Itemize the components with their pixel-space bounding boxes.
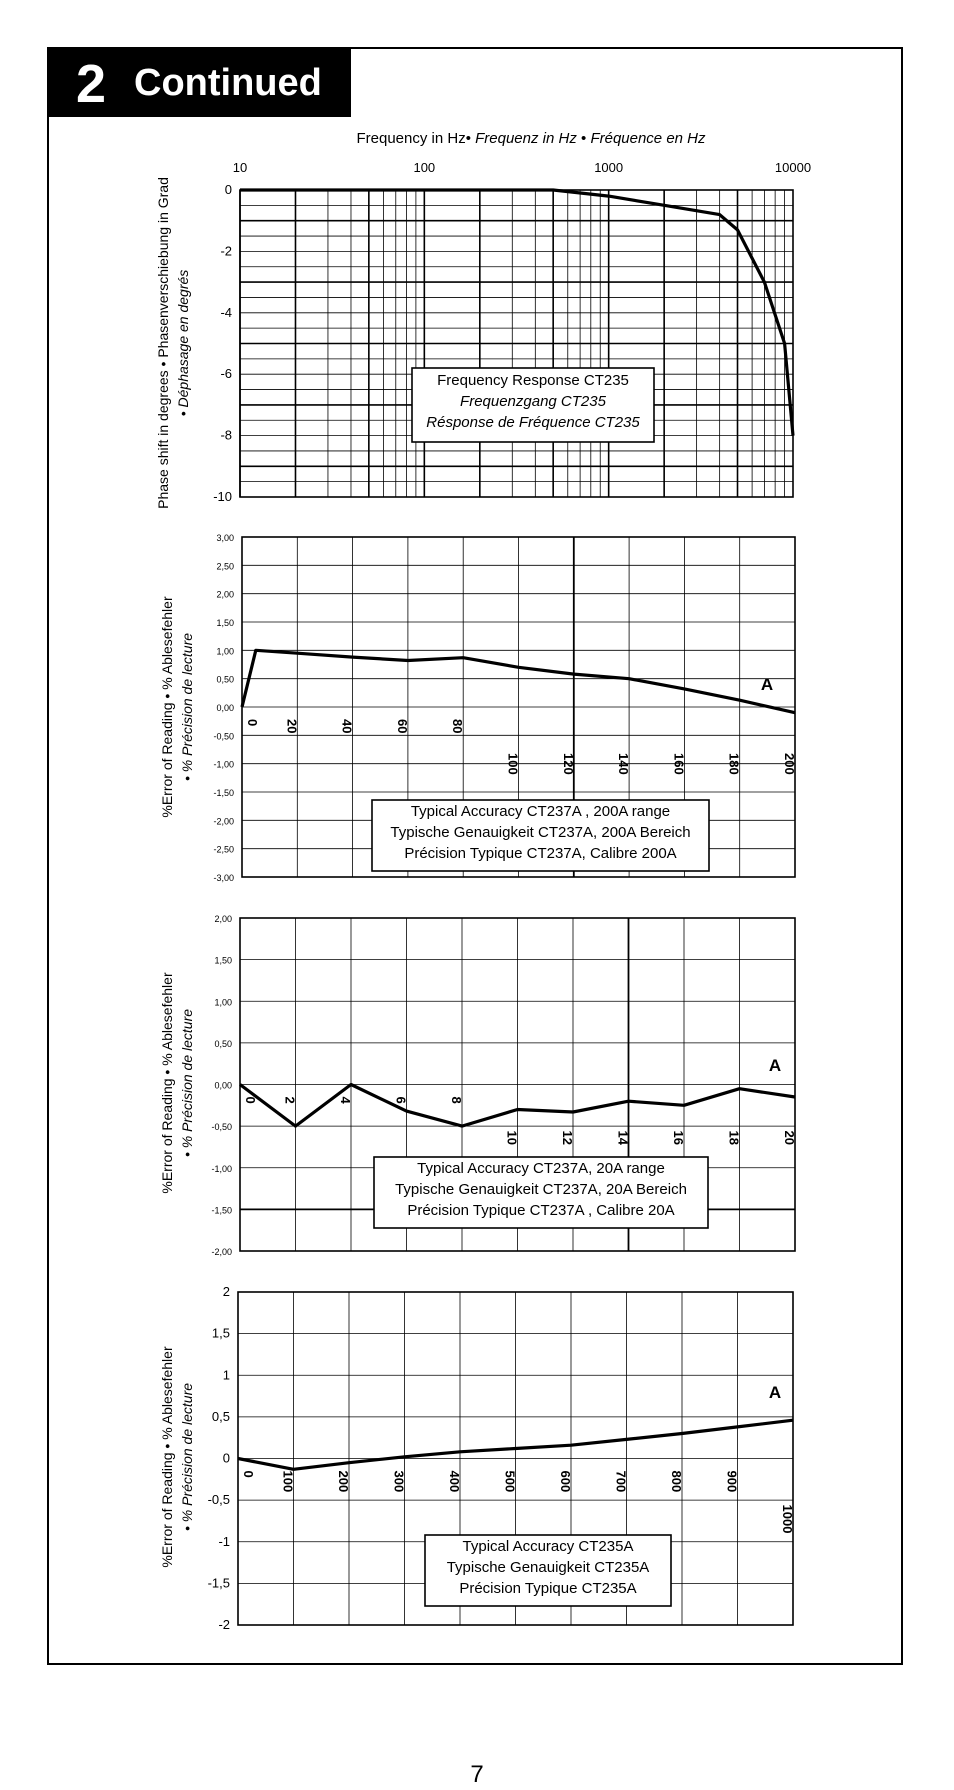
y-tick-label: -1: [218, 1533, 230, 1549]
y-tick-label: 0: [222, 1450, 230, 1466]
y-tick-label: -0,50: [213, 731, 234, 742]
x-axis-label-part: •: [576, 130, 591, 147]
y-axis-label: Phase shift in degrees • Phasenverschiebung in Grad: [155, 177, 171, 509]
y-axis-label: %Error of Reading • % Ablesefehler: [159, 596, 175, 818]
y-tick-label: 0,00: [216, 703, 234, 713]
y-tick-label: -1,5: [207, 1575, 230, 1591]
y-axis-label: • % Précision de lecture: [179, 632, 195, 782]
y-tick-label: -1,50: [211, 1205, 232, 1216]
x-tick-label: 16: [671, 1130, 686, 1145]
y-tick-label: 1,50: [216, 618, 234, 628]
chart-4: [159, 1284, 795, 1632]
x-tick-label: 80: [450, 719, 466, 734]
y-axis-label: • % Précision de lecture: [179, 1382, 195, 1532]
y-tick-label: -0,50: [211, 1122, 232, 1133]
x-tick-label: 200: [782, 753, 797, 775]
x-tick-label: 10: [504, 1130, 520, 1145]
annotation-label: A: [760, 675, 774, 694]
y-tick-label: -0,5: [207, 1492, 230, 1508]
x-tick-label: 1000: [780, 1504, 795, 1534]
x-tick-label: 500: [502, 1470, 518, 1493]
y-tick-label: 2,00: [214, 914, 232, 924]
x-tick-label: 20: [782, 1130, 797, 1145]
y-tick-label: -3,00: [213, 873, 234, 883]
chart-title-line: Typical Accuracy CT237A, 20A range: [417, 1160, 665, 1177]
chart-title-line: Frequenzgang CT235: [460, 393, 606, 410]
chart-title-line: Typische Genauigkeit CT235A: [446, 1559, 650, 1576]
x-tick-label: 10000: [774, 160, 812, 175]
x-axis-label-part: Fréquence en Hz: [590, 130, 706, 147]
y-axis-label: %Error of Reading • % Ablesefehler: [159, 1346, 175, 1568]
chart-3: [159, 914, 797, 1257]
y-tick-label: -1,00: [211, 1163, 232, 1174]
y-tick-label: -2: [218, 1617, 230, 1632]
x-tick-label: 800: [669, 1470, 684, 1493]
y-tick-label: 2,50: [216, 561, 234, 572]
y-tick-label: 1,00: [216, 646, 234, 657]
y-tick-label: -1,50: [213, 788, 234, 798]
y-tick-label: 1,5: [211, 1325, 230, 1341]
page-number: 7: [470, 1761, 484, 1788]
y-tick-label: -8: [220, 427, 232, 443]
x-tick-label: 2: [282, 1096, 298, 1104]
chart-1: [155, 130, 811, 509]
x-tick-label: 6: [393, 1096, 409, 1104]
chart-title-line: Précision Typique CT235A: [459, 1580, 637, 1597]
x-tick-label: 4: [338, 1096, 353, 1104]
chart-grid: [240, 190, 793, 497]
x-tick-label: 180: [726, 753, 742, 775]
section-number: 2: [75, 54, 107, 114]
x-tick-label: 60: [394, 719, 410, 734]
x-tick-label: 700: [613, 1470, 629, 1493]
x-tick-label: 12: [560, 1130, 575, 1145]
x-tick-label: 100: [280, 1470, 296, 1493]
x-tick-label: 14: [615, 1130, 631, 1145]
x-tick-label: 40: [339, 719, 355, 734]
x-tick-label: 400: [447, 1470, 462, 1493]
chart-title-line: Résponse de Fréquence CT235: [426, 414, 640, 431]
y-tick-label: 1,50: [214, 955, 232, 966]
x-tick-label: 160: [671, 753, 687, 775]
chart-title-line: Typische Genauigkeit CT237A, 20A Bereich: [395, 1181, 687, 1198]
annotation-label: A: [768, 1056, 782, 1075]
y-tick-label: -2: [220, 243, 232, 259]
chart-title-line: Précision Typique CT237A, Calibre 200A: [404, 845, 677, 862]
x-tick-label: 900: [724, 1470, 740, 1493]
x-tick-label: 10: [232, 160, 248, 175]
x-tick-label: 1000: [594, 160, 624, 175]
y-tick-label: 0,50: [214, 1038, 232, 1049]
x-axis-label-part: •: [465, 130, 476, 147]
chart-title-line: Précision Typique CT237A , Calibre 20A: [407, 1202, 675, 1219]
chart-title-line: Typical Accuracy CT235A: [462, 1538, 634, 1555]
x-tick-label: 200: [336, 1470, 351, 1493]
annotation-label: A: [768, 1383, 782, 1402]
section-title: Continued: [134, 62, 322, 104]
chart-title-line: Typische Genauigkeit CT237A, 200A Bereich: [390, 824, 691, 841]
x-tick-label: 120: [560, 753, 576, 775]
x-tick-label: 140: [616, 753, 632, 775]
chart-title-line: Typical Accuracy CT237A , 200A range: [410, 803, 671, 820]
chart-title-line: Frequency Response CT235: [437, 372, 629, 389]
x-axis-label-part: Frequency in Hz: [356, 130, 466, 147]
y-tick-label: 1: [222, 1367, 230, 1383]
y-tick-label: -2,50: [213, 844, 234, 855]
y-tick-label: -2,00: [213, 816, 234, 827]
x-tick-label: 0: [245, 719, 260, 727]
x-tick-label: 100: [413, 160, 436, 175]
y-tick-label: 0,00: [214, 1080, 232, 1091]
x-axis-label-part: Frequenz in Hz: [475, 130, 577, 147]
x-tick-label: 20: [284, 719, 300, 734]
x-tick-label: 600: [558, 1470, 573, 1493]
y-tick-label: 3,00: [216, 533, 234, 543]
y-tick-label: 0,5: [211, 1408, 230, 1424]
y-tick-label: -2,00: [211, 1247, 232, 1257]
y-tick-label: 0,50: [216, 674, 234, 685]
y-tick-label: 2,00: [216, 589, 234, 600]
y-tick-label: 0: [224, 182, 232, 197]
y-tick-label: -4: [220, 304, 232, 320]
x-tick-label: 100: [505, 753, 521, 775]
y-tick-label: -6: [220, 366, 232, 382]
y-tick-label: -10: [213, 489, 232, 504]
y-tick-label: 1,00: [214, 997, 232, 1008]
y-axis-label: • % Précision de lecture: [179, 1008, 195, 1158]
y-axis-label: • Déphasage en degrés: [175, 269, 191, 417]
x-axis-label: [356, 130, 706, 147]
x-tick-label: 0: [243, 1096, 258, 1104]
x-tick-label: 300: [391, 1470, 407, 1493]
chart-2: [159, 533, 797, 883]
x-tick-label: 18: [726, 1130, 742, 1145]
x-tick-label: 0: [241, 1470, 256, 1478]
x-tick-label: 8: [449, 1096, 464, 1104]
y-axis-label: %Error of Reading • % Ablesefehler: [159, 972, 175, 1194]
y-tick-label: -1,00: [213, 759, 234, 770]
y-tick-label: 2: [222, 1284, 230, 1299]
